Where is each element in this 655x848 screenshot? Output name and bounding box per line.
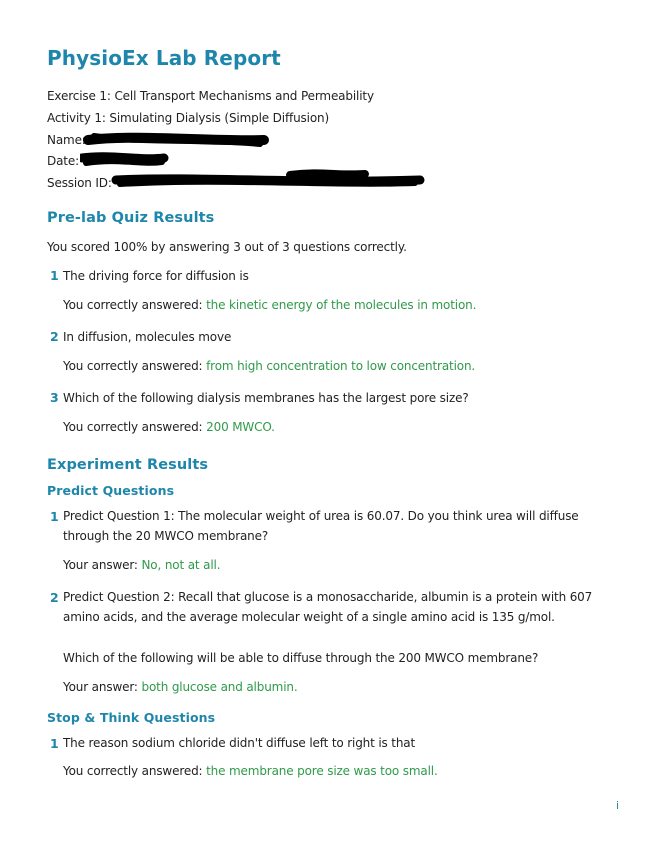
- page-number: i: [616, 799, 620, 812]
- stop-think-heading: Stop & Think Questions: [47, 710, 216, 725]
- report-title: PhysioEx Lab Report: [47, 46, 281, 70]
- session-label: Session ID:: [47, 176, 112, 190]
- answer-line: [63, 764, 438, 778]
- question-number: 1: [50, 268, 59, 283]
- question-text: The driving force for diffusion is: [63, 269, 249, 283]
- answer-value: both glucose and albumin.: [141, 680, 298, 694]
- answer-line: [63, 680, 298, 694]
- answer-line: [63, 558, 220, 572]
- prelab-score: You scored 100% by answering 3 out of 3 questions correctly.: [47, 240, 407, 254]
- question-text-continued: through the 20 MWCO membrane?: [63, 529, 269, 543]
- question-text: Predict Question 1: The molecular weight of urea is 60.07. Do you think urea will diffuse: [63, 509, 579, 523]
- activity-line: Activity 1: Simulating Dialysis (Simple Diffusion): [47, 111, 330, 125]
- answer-value: from high concentration to low concentration.: [206, 359, 476, 373]
- answer-prefix: You correctly answered:: [63, 359, 203, 373]
- answer-prefix: Your answer:: [63, 680, 138, 694]
- answer-value: No, not at all.: [141, 558, 221, 572]
- question-text: The reason sodium chloride didn't diffuse left to right is that: [63, 736, 416, 750]
- answer-prefix: You correctly answered:: [63, 298, 203, 312]
- question-text: In diffusion, molecules move: [63, 330, 232, 344]
- exercise-line: Exercise 1: Cell Transport Mechanisms and Permeability: [47, 89, 374, 103]
- question-number: 3: [50, 390, 59, 405]
- answer-line: [63, 298, 476, 312]
- predict-heading: Predict Questions: [47, 483, 175, 498]
- answer-line: [63, 420, 275, 434]
- answer-value: 200 MWCO.: [206, 420, 275, 434]
- question-number: 2: [50, 329, 59, 344]
- question-text: Predict Question 2: Recall that glucose is a monosaccharide, albumin is a protein with 607: [63, 590, 593, 604]
- question-text: Which of the following dialysis membranes has the largest pore size?: [63, 391, 469, 405]
- question-number: 1: [50, 509, 59, 524]
- question-number: 2: [50, 590, 59, 605]
- answer-line: [63, 359, 475, 373]
- answer-prefix: You correctly answered:: [63, 420, 203, 434]
- question-text-continued: amino acids, and the average molecular weight of a single amino acid is 135 g/mol.: [63, 610, 555, 624]
- experiment-heading: Experiment Results: [47, 457, 209, 473]
- redaction-marks: [80, 128, 440, 196]
- date-label: Date:: [47, 154, 79, 168]
- question-number: 1: [50, 736, 59, 751]
- answer-value: the membrane pore size was too small.: [206, 764, 438, 778]
- question-text-continued: Which of the following will be able to diffuse through the 200 MWCO membrane?: [63, 651, 539, 665]
- answer-prefix: You correctly answered:: [63, 764, 203, 778]
- name-label: Name:: [47, 133, 86, 147]
- prelab-heading: Pre-lab Quiz Results: [47, 210, 215, 226]
- answer-value: the kinetic energy of the molecules in motion.: [206, 298, 477, 312]
- answer-prefix: Your answer:: [63, 558, 138, 572]
